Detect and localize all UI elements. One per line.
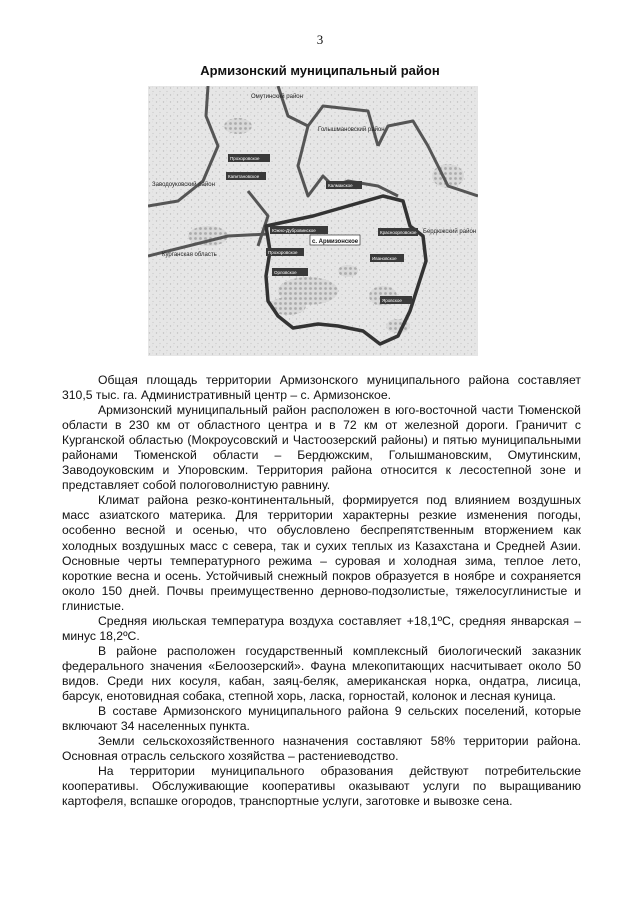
svg-text:Южно-Дубровинское: Южно-Дубровинское: [272, 228, 316, 233]
label-zavodoukovsky: Заводоуковский район: [152, 182, 215, 188]
svg-text:Ивановское: Ивановское: [372, 256, 397, 261]
label-berdyuzhsky: Бердюжский район: [423, 229, 477, 235]
paragraph: Армизонский муниципальный район расположен в юго-восточной части Тюменской области в 230 км от областного центра и в 72 км от железной дороги. Граничит с Курганской областью (Мокроусовский и Частоозерский районы) и пятью муниципальными районами Тюменской области – Бердюжским, Голышмановским, Омутинским, Заводоуковским и Упоровским. Территория района относится к лесостепной зоне и представляет собой пологоволнистую равнину.: [62, 403, 581, 493]
settlement-tag: [228, 154, 270, 162]
paragraph: Климат района резко-континентальный, формируется под влиянием воздушных масс азиатского материка. Для территории характерны резкие изменения погоды, особенно весной и осенью, что обусловлено беспрепятственным вторжением как холодных воздушных масс с севера, так и сухих теплых из Казахстана и Средней Азии. Основные черты температурного режима – суровая и холодная зима, теплое лето, короткие весна и осень. Устойчивый снежный покров образуется в ноябре и сохраняется около 150 дней. Почвы преимущественно дерново-подзолистые, тяжелосуглинистые и глинистые.: [62, 493, 581, 613]
body-text: [62, 373, 581, 809]
settlement-tag: [270, 226, 328, 234]
settlement-tag: [266, 248, 304, 256]
svg-text:Калмакское: Калмакское: [328, 183, 353, 188]
settlement-tag: [378, 228, 418, 236]
settlement-tag: [326, 181, 362, 189]
svg-text:Орловское: Орловское: [274, 270, 297, 275]
paragraph: В районе расположен государственный комплексный биологический заказник федерального значения «Белоозерский». Фауна млекопитающих насчитывает около 50 видов. Среди них косуля, кабан, заяц-беляк, американская норка, ондатра, лисица, барсук, енотовидная собака, степной хорь, ласка, горностай, колонок и лесная куница.: [62, 643, 581, 703]
settlement-tag: [370, 254, 404, 262]
svg-text:с. Армизонское: с. Армизонское: [312, 239, 359, 245]
label-golyshmanovsky: Голышмановский район: [318, 127, 385, 133]
svg-text:Капитановское: Капитановское: [228, 174, 260, 179]
paragraph: Средняя июльская температура воздуха составляет +18,1ºС, средняя январская – минус 18,2ºС.: [62, 613, 581, 643]
paragraph: На территории муниципального образования действуют потребительские кооперативы. Обслуживающие кооперативы оказывают услуги по выращиванию картофеля, вспашке огородов, транспортные услуги, заготовке и вывозке сена.: [62, 764, 581, 809]
paragraph: Земли сельскохозяйственного назначения составляют 58% территории района. Основная отрасль сельского хозяйства – растениеводство.: [62, 734, 581, 764]
district-map-svg: [148, 86, 478, 356]
svg-text:Прохоровское: Прохоровское: [230, 156, 260, 161]
paragraph: Общая площадь территории Армизонского муниципального района составляет 310,5 тыс. га. Административный центр – с. Армизонское.: [62, 373, 581, 403]
district-map: [148, 86, 478, 356]
map-background: [148, 86, 478, 356]
page-number: 3: [316, 32, 324, 47]
svg-text:Яровское: Яровское: [382, 298, 402, 303]
label-omutinsky: Омутинский район: [251, 94, 303, 100]
district-center-marker: [310, 235, 360, 245]
label-kurganskaya: Курганская область: [162, 252, 217, 258]
page-title: Армизонский муниципальный район: [200, 63, 440, 78]
settlement-tag: [272, 268, 308, 276]
svg-text:Красноорловское: Красноорловское: [380, 230, 417, 235]
settlement-tag: [226, 172, 266, 180]
paragraph: В составе Армизонского муниципального района 9 сельских поселений, которые включают 34 населенных пункта.: [62, 704, 581, 734]
settlement-tag: [380, 296, 412, 304]
svg-text:Прохоровское: Прохоровское: [268, 250, 298, 255]
